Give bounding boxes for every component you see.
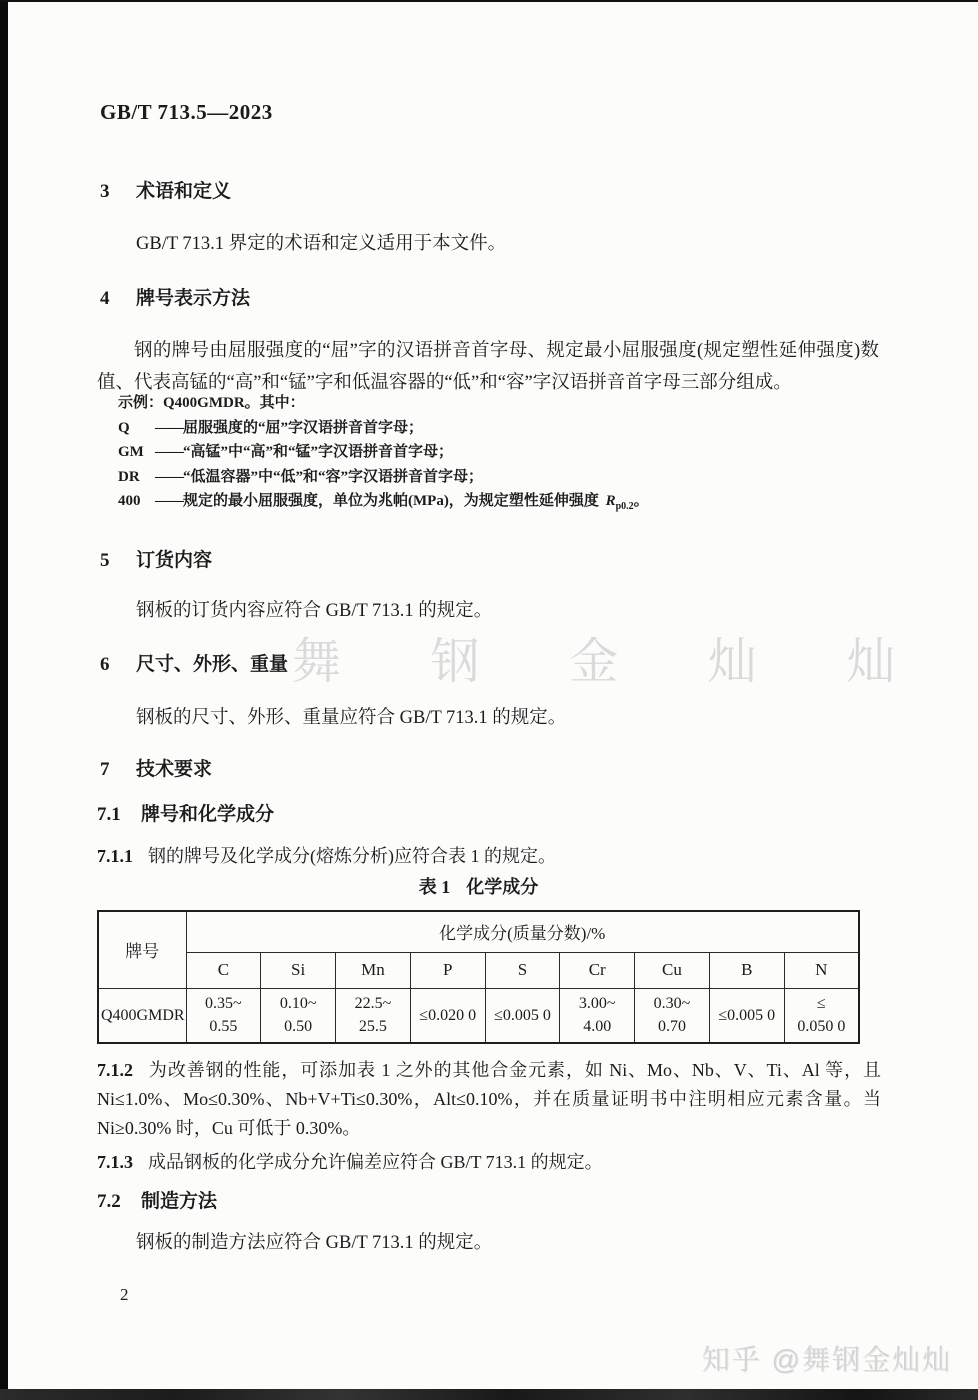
grade-column-header: 牌号	[98, 911, 186, 988]
column-header-mn: Mn	[336, 952, 411, 988]
section-7-1-number: 7.1	[97, 804, 121, 825]
section-4-body: 钢的牌号由屈服强度的“屈”字的汉语拼音首字母、规定最小屈服强度(规定塑性延伸强度)数值、代表高锰的“高”和“锰”字和低温容器的“低”和“容”字汉语拼音首字母三部分组成。	[97, 341, 879, 393]
example-term: DR	[118, 468, 140, 485]
composition-span-header: 化学成分(质量分数)/%	[186, 911, 859, 952]
section-5-body: 钢板的订货内容应符合 GB/T 713.1 的规定。	[136, 601, 493, 621]
example-block	[118, 391, 858, 520]
example-dash: ——	[155, 444, 183, 461]
section-7-number: 7	[100, 759, 110, 780]
table-1-caption-label: 表 1	[418, 877, 451, 897]
clause-7-1-2-number: 7.1.2	[97, 1060, 133, 1080]
section-4-number: 4	[100, 288, 110, 309]
scan-edge-bottom	[0, 1389, 978, 1400]
section-7-1-title: 牌号和化学成分	[141, 804, 275, 825]
example-desc: 屈服强度的“屈”字汉语拼音首字母；	[183, 419, 424, 436]
column-header-si: Si	[261, 952, 336, 988]
value-cell-si: 0.10~ 0.50	[261, 988, 336, 1043]
section-6-number: 6	[100, 654, 110, 675]
section-7-title: 技术要求	[136, 759, 213, 780]
section-7-2-heading	[97, 1186, 217, 1213]
grade-cell: Q400GMDR	[98, 988, 186, 1043]
standard-code: GB/T 713.5—2023	[100, 100, 273, 124]
example-desc	[183, 489, 858, 520]
table-1-caption-title: 化学成分	[466, 877, 539, 897]
section-7-heading	[100, 754, 212, 781]
clause-7-1-1-text: 钢的牌号及化学成分(熔炼分析)应符合表 1 的规定。	[148, 846, 556, 866]
section-5-number: 5	[100, 550, 110, 571]
section-5-title: 订货内容	[136, 550, 213, 571]
example-intro	[118, 391, 858, 416]
example-intro-text: 示例：Q400GMDR。其中：	[118, 395, 305, 411]
center-watermark: 舞 钢 金 灿 灿	[292, 635, 934, 689]
section-3-body: GB/T 713.1 界定的术语和定义适用于本文件。	[136, 234, 507, 254]
example-desc: “高锰”中“高”和“锰”字汉语拼音首字母；	[183, 444, 454, 461]
clause-7-1-3-number: 7.1.3	[97, 1152, 133, 1172]
example-dash: ——	[155, 419, 183, 436]
section-3-heading	[100, 176, 231, 203]
section-7-2-title: 制造方法	[141, 1191, 218, 1212]
example-item-gm	[118, 440, 858, 465]
scan-edge-top	[0, 0, 978, 2]
clause-7-1-2	[97, 1056, 881, 1143]
bottom-watermark: 知乎 @舞钢金灿灿	[701, 1344, 952, 1375]
clause-7-1-3	[97, 1148, 881, 1177]
section-6-body: 钢板的尺寸、外形、重量应符合 GB/T 713.1 的规定。	[136, 708, 567, 728]
column-header-p: P	[410, 952, 485, 988]
clause-7-1-2-text: 为改善钢的性能，可添加表 1 之外的其他合金元素，如 Ni、Mo、Nb、V、Ti、Al 等，且 Ni≤1.0%、Mo≤0.30%、Nb+V+Ti≤0.30%，Alt≤0.10%，并在质量证明书中注明相应元素含量。当 Ni≥0.30% 时，Cu 可低于 0.30%。	[97, 1060, 881, 1138]
value-cell-c: 0.35~ 0.55	[186, 988, 261, 1043]
example-dash: ——	[155, 468, 183, 485]
example-term: Q	[118, 419, 130, 436]
example-desc: “低温容器”中“低”和“容”字汉语拼音首字母；	[183, 468, 484, 485]
example-item-400	[118, 489, 858, 520]
table-data-row	[98, 988, 859, 1043]
clause-7-1-1	[97, 842, 881, 871]
value-cell-p: ≤0.020 0	[410, 988, 485, 1043]
column-header-s: S	[485, 952, 560, 988]
clause-7-1-1-number: 7.1.1	[97, 846, 133, 866]
value-cell-cu: 0.30~ 0.70	[635, 988, 710, 1043]
column-header-n: N	[784, 952, 859, 988]
example-desc-tail: 。	[633, 493, 649, 510]
section-3-number: 3	[100, 181, 110, 202]
example-desc-text: 规定的最小屈服强度，单位为兆帕(MPa)，为规定塑性延伸强度	[183, 493, 603, 510]
section-6-heading	[100, 649, 288, 676]
value-cell-s: ≤0.005 0	[485, 988, 560, 1043]
table-header-row-2	[98, 952, 859, 988]
value-cell-mn: 22.5~ 25.5	[336, 988, 411, 1043]
example-item-q	[118, 416, 858, 441]
section-7-1-heading	[97, 799, 274, 826]
example-term: 400	[118, 493, 141, 510]
page-number: 2	[120, 1285, 129, 1304]
table-1-caption	[97, 873, 860, 899]
column-header-b: B	[709, 952, 784, 988]
table-header-row-1	[98, 911, 859, 952]
example-dash: ——	[155, 493, 183, 510]
example-item-dr	[118, 465, 858, 490]
section-7-2-number: 7.2	[97, 1191, 121, 1212]
value-cell-b: ≤0.005 0	[709, 988, 784, 1043]
chemical-composition-table	[97, 910, 860, 1044]
value-cell-n: ≤ 0.050 0	[784, 988, 859, 1043]
scan-edge-left	[0, 0, 8, 1400]
rp02-subscript: p0.2	[615, 501, 634, 513]
section-6-title: 尺寸、外形、重量	[136, 654, 289, 675]
section-3-title: 术语和定义	[136, 181, 232, 202]
column-header-c: C	[186, 952, 261, 988]
section-5-heading	[100, 545, 212, 572]
column-header-cr: Cr	[560, 952, 635, 988]
section-4-heading	[100, 283, 250, 310]
clause-7-1-3-text: 成品钢板的化学成分允许偏差应符合 GB/T 713.1 的规定。	[148, 1152, 603, 1172]
section-4-title: 牌号表示方法	[136, 288, 251, 309]
value-cell-cr: 3.00~ 4.00	[560, 988, 635, 1043]
section-7-2-body: 钢板的制造方法应符合 GB/T 713.1 的规定。	[136, 1233, 493, 1253]
column-header-cu: Cu	[635, 952, 710, 988]
example-term: GM	[118, 444, 144, 461]
rp02-symbol: R	[605, 493, 616, 510]
